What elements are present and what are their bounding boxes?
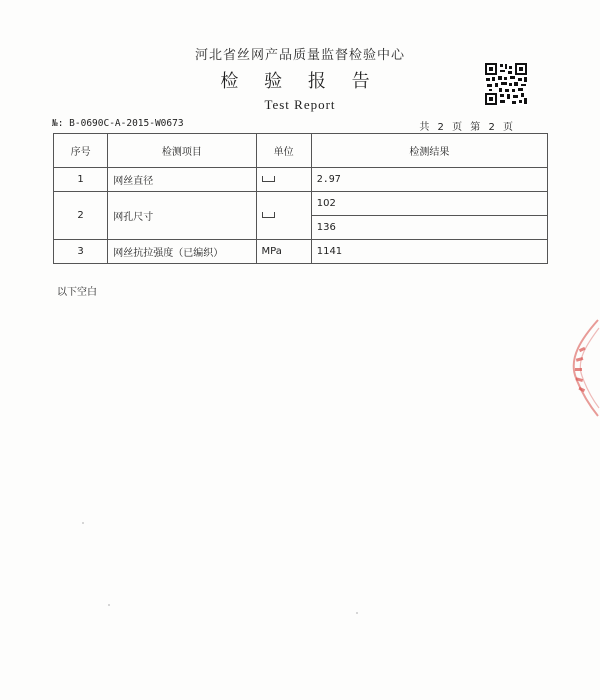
row-test-item: 网孔尺寸 — [108, 192, 256, 240]
header-unit: 单位 — [256, 134, 311, 168]
page-count — [416, 118, 514, 133]
row-test-item: 网丝直径 — [108, 168, 256, 192]
report-title-en: Test Report — [264, 97, 336, 112]
seal-stamp-icon — [562, 318, 600, 418]
table-row — [54, 168, 548, 192]
row-result: 102 — [311, 192, 547, 216]
row-result: 2.97 — [311, 168, 547, 192]
unit-mm-icon — [262, 212, 275, 218]
page-current-label: 第 — [470, 122, 482, 133]
report-number: №: B-0690C-A-2015-W0673 — [52, 118, 184, 129]
header-test-result: 检测结果 — [311, 134, 547, 168]
blank-below-note: 以下空白 — [57, 287, 97, 298]
table-header-row — [54, 134, 548, 168]
row-serial-no: 1 — [54, 168, 108, 192]
row-serial-no: 2 — [54, 192, 108, 240]
row-unit — [256, 192, 311, 240]
page-unit: 页 — [503, 122, 514, 133]
table-row — [54, 240, 548, 264]
page-total: 2 — [437, 122, 445, 133]
row-result: 1141 — [311, 240, 547, 264]
header-test-item: 检测项目 — [108, 134, 256, 168]
page-total-label: 共 — [419, 122, 431, 133]
row-unit: MPa — [256, 240, 311, 264]
table-row — [54, 192, 548, 216]
row-result: 136 — [311, 216, 547, 240]
unit-mm-icon — [262, 176, 275, 182]
paper-speck — [108, 604, 110, 606]
paper-speck — [356, 612, 358, 614]
row-test-item: 网丝抗拉强度（已编织） — [108, 240, 256, 264]
row-serial-no: 3 — [54, 240, 108, 264]
organization-name: 河北省丝网产品质量监督检验中心 — [194, 48, 405, 63]
paper-speck — [82, 522, 84, 524]
row-unit — [256, 168, 311, 192]
results-table — [53, 133, 548, 264]
qr-code-icon — [484, 62, 528, 106]
page-current: 2 — [488, 122, 496, 133]
header-serial-no: 序号 — [54, 134, 108, 168]
page-unit: 页 — [452, 122, 464, 133]
report-title-cn: 检 验 报 告 — [220, 71, 380, 92]
